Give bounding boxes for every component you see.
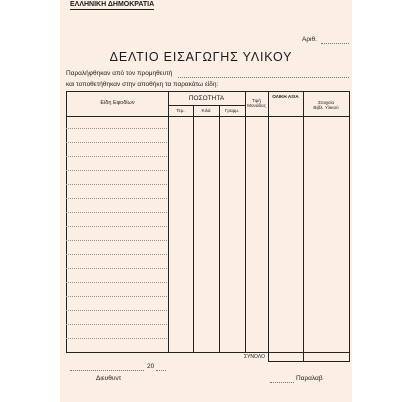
date-year-label: 20 [147,363,155,370]
unit-price-label-1: Τιμή [252,98,261,103]
table-row[interactable] [66,268,167,269]
col-divider [303,92,304,352]
total-label: ΣΥΝΟΛΟ [244,354,265,360]
director-label: Διευθυντ [96,375,122,382]
kilos-subheader: Κιλά [201,108,211,113]
date-field[interactable] [70,370,144,371]
table-row[interactable] [66,156,167,157]
items-table [66,91,350,353]
table-row[interactable] [66,198,167,199]
quantity-header-line [168,105,245,106]
book-details-label-1: Στοιχεία [317,100,335,105]
form-title: ΔΕΛΤΙΟ ΕΙΣΑΓΩΓΗΣ ΥΛΙΚΟΥ [109,50,293,64]
unit-price-label-2: Μονάδος [247,103,266,109]
col-divider [245,92,246,352]
receiver-label: Παραλαβ [296,375,323,382]
items-column-header: Είδη Εφοδίων [100,100,135,106]
supplier-field[interactable] [178,77,349,78]
table-row[interactable] [66,142,167,143]
table-row[interactable] [66,324,167,325]
col-divider [219,105,220,352]
table-row[interactable] [66,310,167,311]
date-year-field[interactable] [156,370,166,371]
book-details-header [303,100,349,111]
storage-line: και τοποθετήθηκαν στην αποθήκη τα παρακάτω είδη: [66,81,219,88]
table-row[interactable] [66,128,167,129]
total-box-divider [303,353,304,361]
table-row[interactable] [66,282,167,283]
pieces-subheader: Τεμ. [176,108,185,113]
table-row[interactable] [66,226,167,227]
supplier-line: Παραλήφθηκαν από τον προμηθευτή [66,70,173,77]
receiver-line[interactable] [270,382,294,383]
header-bottom-line [67,116,349,117]
table-row[interactable] [66,170,167,171]
book-details-label-2: Βιβλ. Υλικού [313,105,339,111]
total-value-box[interactable] [268,353,350,362]
document-number-label: Αριθ. [302,36,317,43]
col-divider [193,105,194,352]
authority-header: ΕΛΛΗΝΙΚΗ ΔΗΜΟΚΡΑΤΙΑ [70,1,155,8]
total-value-header: ΟΛΙΚΗ ΑΞΙΑ [272,94,299,99]
col-divider [168,92,169,352]
quantity-column-header: ΠΟΣΟΤΗΤΑ [188,95,225,102]
table-row[interactable] [66,254,167,255]
table-row[interactable] [66,338,167,339]
document-number-field[interactable] [321,43,349,44]
table-row[interactable] [66,296,167,297]
table-row[interactable] [66,240,167,241]
col-divider [268,92,269,352]
table-row[interactable] [66,212,167,213]
table-row[interactable] [66,184,167,185]
grams-subheader: Γραμμ. [224,108,240,113]
unit-price-header [245,98,268,109]
